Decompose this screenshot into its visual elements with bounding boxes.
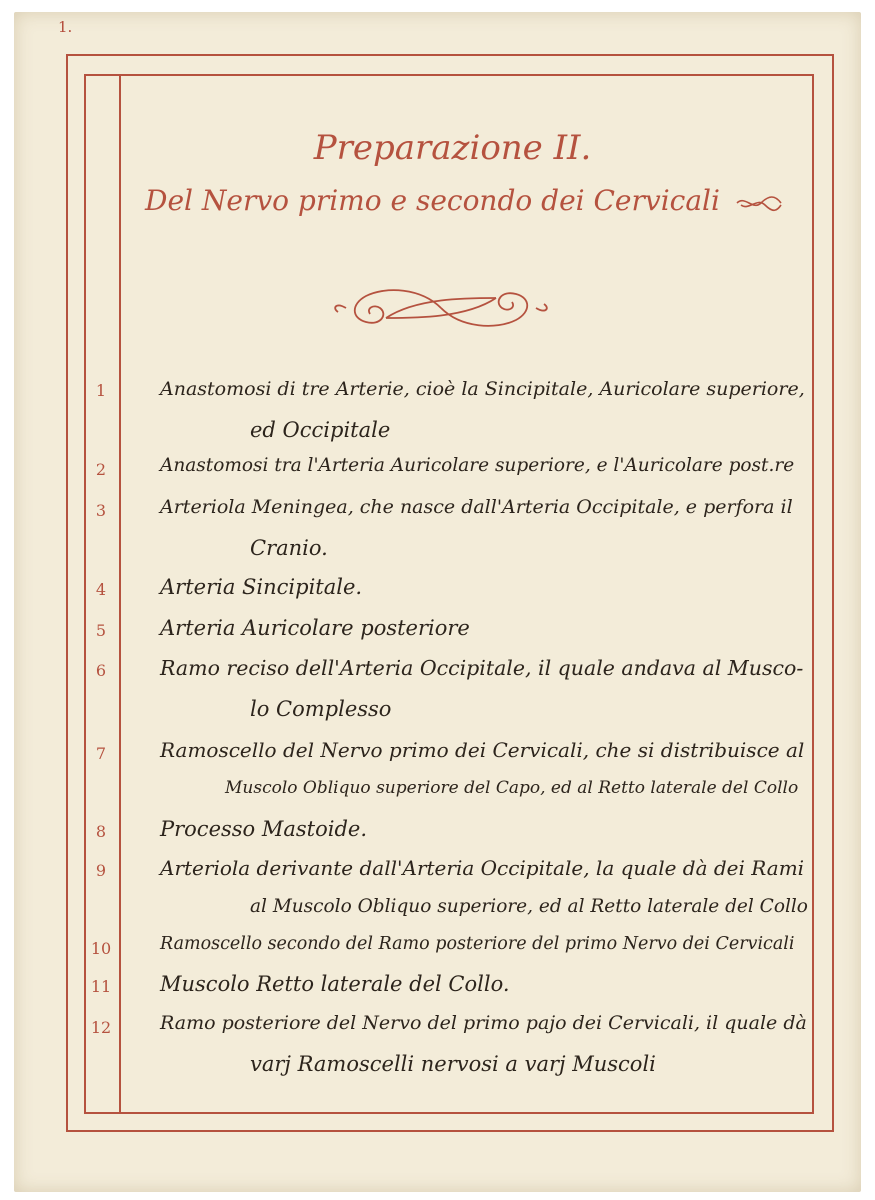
item-number: 4 [95, 580, 107, 599]
page-title: Preparazione II. [313, 128, 592, 168]
item-number: 5 [95, 621, 107, 640]
flourish-tail-icon [735, 193, 783, 213]
item-number: 12 [90, 1018, 112, 1037]
item-text: Ramoscello del Nervo primo dei Cervicali, che si distribuisce al [160, 738, 805, 762]
item-number: 10 [90, 939, 112, 958]
item-text: Ramo reciso dell'Arteria Occipitale, il quale andava al Musco- [160, 656, 804, 680]
item-text-continuation: lo Complesso [250, 697, 392, 721]
item-text-continuation: Cranio. [250, 536, 328, 560]
item-number: 3 [95, 501, 107, 520]
item-text: Anastomosi di tre Arterie, cioè la Sincipitale, Auricolare superiore, [160, 378, 805, 400]
item-text: Arteria Sincipitale. [160, 575, 363, 599]
item-number: 11 [90, 977, 112, 996]
item-text: Arteria Auricolare posteriore [160, 616, 470, 640]
page-subtitle [145, 184, 785, 217]
item-number: 9 [95, 861, 107, 880]
calligraphic-flourish-icon [326, 278, 556, 338]
item-text: Processo Mastoide. [160, 817, 368, 841]
item-text: Anastomosi tra l'Arteria Auricolare superiore, e l'Auricolare post.re [160, 455, 795, 476]
page-number: 1. [58, 18, 73, 36]
item-text: Arteriola Meningea, che nasce dall'Arteria Occipitale, e perfora il [160, 496, 793, 518]
item-text: Arteriola derivante dall'Arteria Occipitale, la quale dà dei Rami [160, 856, 805, 880]
item-text-continuation: Muscolo Obliquo superiore del Capo, ed al Retto laterale del Collo [225, 778, 799, 798]
item-number: 1 [95, 381, 107, 400]
item-text-continuation: al Muscolo Obliquo superiore, ed al Retto laterale del Collo [250, 896, 808, 917]
subtitle-text: Del Nervo primo e secondo dei Cervicali [145, 184, 720, 217]
item-number: 2 [95, 460, 107, 479]
margin-rule [119, 76, 121, 1112]
item-text: Ramoscello secondo del Ramo posteriore del primo Nervo dei Cervicali [160, 934, 795, 954]
item-number: 8 [95, 822, 107, 841]
item-number: 6 [95, 661, 107, 680]
item-text-continuation: varj Ramoscelli nervosi a varj Muscoli [250, 1052, 656, 1076]
item-text: Ramo posteriore del Nervo del primo pajo dei Cervicali, il quale dà [160, 1012, 807, 1034]
item-text-continuation: ed Occipitale [250, 418, 391, 442]
item-text: Muscolo Retto laterale del Collo. [160, 972, 510, 996]
item-number: 7 [95, 744, 107, 763]
